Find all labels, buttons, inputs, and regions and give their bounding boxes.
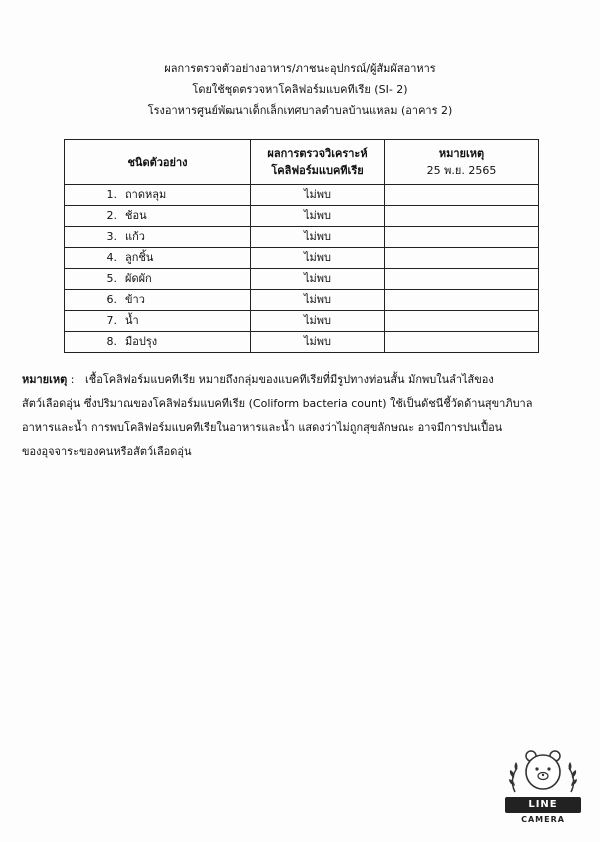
- result-cell: ไม่พบ: [251, 248, 385, 269]
- result-cell: ไม่พบ: [251, 227, 385, 248]
- heading-line-2: โดยใช้ชุดตรวจหาโคลิฟอร์มแบคทีเรีย (SI- 2): [192, 83, 408, 96]
- row-number: 2.: [106, 209, 117, 222]
- note-label: หมายเหตุ: [22, 373, 68, 386]
- result-cell: ไม่พบ: [251, 332, 385, 353]
- sample-name: ลูกชิ้น: [125, 251, 154, 264]
- row-number: 8.: [106, 335, 117, 348]
- sample-name: แก้ว: [125, 230, 145, 243]
- result-cell: ไม่พบ: [251, 206, 385, 227]
- table-row: [65, 248, 539, 269]
- sample-name: ผัดผัก: [125, 272, 152, 285]
- remark-cell: [385, 227, 539, 248]
- table-row: [65, 185, 539, 206]
- sample-cell: [65, 311, 251, 332]
- result-cell: ไม่พบ: [251, 185, 385, 206]
- table-row: [65, 290, 539, 311]
- heading-line-1: ผลการตรวจตัวอย่างอาหาร/ภาชนะอุปกรณ์/ผู้สัมผัสอาหาร: [164, 62, 436, 75]
- sample-name: ถาดหลุม: [125, 188, 167, 201]
- result-cell: ไม่พบ: [251, 269, 385, 290]
- row-number: 6.: [106, 293, 117, 306]
- header-remark-label: หมายเหตุ: [438, 147, 485, 160]
- header-remark: [385, 140, 539, 185]
- row-number: 5.: [106, 272, 117, 285]
- remark-cell: [385, 269, 539, 290]
- document-heading: [0, 58, 600, 121]
- remark-cell: [385, 185, 539, 206]
- sample-name: ข้าว: [125, 293, 145, 306]
- watermark-sub: CAMERA: [521, 815, 565, 824]
- sample-cell: [65, 290, 251, 311]
- row-number: 3.: [106, 230, 117, 243]
- note-line-4: ของอุจจาระของคนหรือสัตว์เลือดอุ่น: [22, 445, 192, 458]
- sample-cell: [65, 185, 251, 206]
- note-paragraph: หมายเหตุ : เชื้อโคลิฟอร์มแบคทีเรีย หมายถึงกลุ่มของแบคทีเรียที่มีรูปทางท่อนสั้น มักพบในลำไส้ของ สัตว์เลือดอุ่น ซึ่งปริมาณของโคลิฟอร์มแบคทีเรีย (Coliform bacteria count) ใช้เป็นดัชนีชี้วัดด้านสุขาภิบาล อาหารและน้ำ การพบโคลิฟอร์มแบคทีเรียในอาหารและน้ำ แสดงว่าไม่ถูกสุขลักษณะ อาจมีการปนเปื้อน ของอุจจาระของคนหรือสัตว์เลือดอุ่น: [22, 368, 542, 464]
- result-cell: ไม่พบ: [251, 311, 385, 332]
- note-line-1: เชื้อโคลิฟอร์มแบคทีเรีย หมายถึงกลุ่มของแบคทีเรียที่มีรูปทางท่อนสั้น มักพบในลำไส้ของ: [84, 373, 494, 386]
- sample-name: น้ำ: [125, 314, 139, 327]
- sample-cell: [65, 206, 251, 227]
- header-sample-type: [65, 140, 251, 185]
- table-row: [65, 332, 539, 353]
- result-cell: ไม่พบ: [251, 290, 385, 311]
- sample-name: ช้อน: [125, 209, 147, 222]
- watermark-brand: LINE: [505, 797, 581, 813]
- remark-cell: [385, 311, 539, 332]
- sample-name: มือปรุง: [125, 335, 158, 348]
- results-table: [64, 139, 539, 353]
- row-number: 1.: [106, 188, 117, 201]
- heading-line-3: โรงอาหารศูนย์พัฒนาเด็กเล็กเทศบาลตำบลบ้านแหลม (อาคาร 2): [147, 104, 453, 117]
- note-line-3: อาหารและน้ำ การพบโคลิฟอร์มแบคทีเรียในอาหารและน้ำ แสดงว่าไม่ถูกสุขลักษณะ อาจมีการปนเปื้อน: [22, 421, 503, 434]
- table-row: [65, 311, 539, 332]
- row-number: 4.: [106, 251, 117, 264]
- table-row: [65, 206, 539, 227]
- sample-cell: [65, 248, 251, 269]
- remark-cell: [385, 248, 539, 269]
- header-result: [251, 140, 385, 185]
- header-result-line-2: โคลิฟอร์มแบคทีเรีย: [271, 164, 364, 177]
- note-line-2: สัตว์เลือดอุ่น ซึ่งปริมาณของโคลิฟอร์มแบคทีเรีย (Coliform bacteria count) ใช้เป็นดัชนีชี้วัดด้านสุขาภิบาล: [22, 397, 533, 410]
- sample-cell: [65, 227, 251, 248]
- table-row: [65, 269, 539, 290]
- sample-cell: [65, 332, 251, 353]
- sample-cell: [65, 269, 251, 290]
- row-number: 7.: [106, 314, 117, 327]
- header-sample-type-label: ชนิดตัวอย่าง: [127, 155, 188, 169]
- table-header-row: [65, 140, 539, 185]
- remark-cell: [385, 332, 539, 353]
- table-row: [65, 227, 539, 248]
- header-remark-date: 25 พ.ย. 2565: [426, 164, 497, 177]
- header-result-line-1: ผลการตรวจวิเคราะห์: [267, 147, 368, 160]
- remark-cell: [385, 290, 539, 311]
- remark-cell: [385, 206, 539, 227]
